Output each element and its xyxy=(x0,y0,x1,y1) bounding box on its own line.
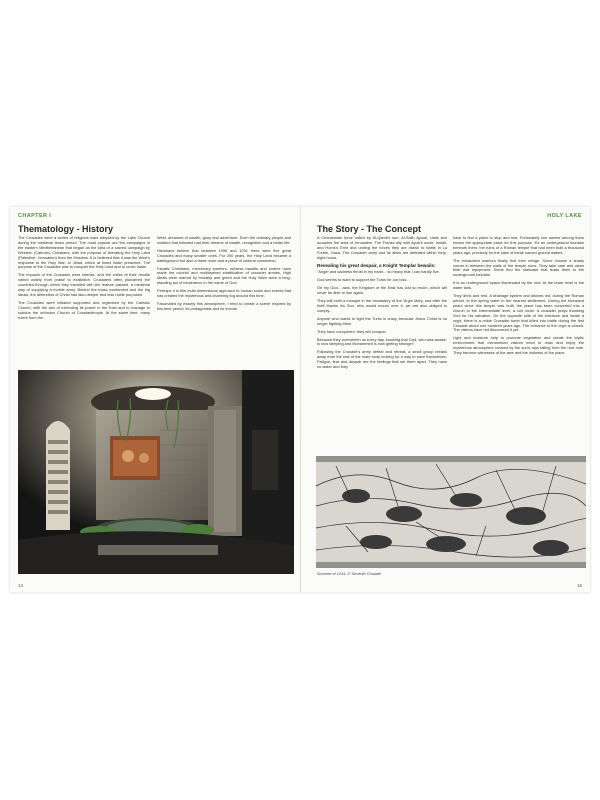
paragraph: Historians believe that between 1096 and 1291 there were five great Crusades and many smaller ones. For 200 years, the Holy Land became a battleground but also a trade route and a place of cultural connection. xyxy=(157,247,291,263)
paragraph: God seems to want to support the Turks for our loss... xyxy=(317,277,410,283)
book-spread xyxy=(10,207,590,592)
battle-engraving xyxy=(316,456,586,568)
paragraph: They have conquered, they will conquer. xyxy=(317,328,387,334)
page-title: The Story - The Concept xyxy=(317,224,422,234)
text-column-left-1 xyxy=(18,236,150,324)
page-number: 15 xyxy=(576,583,582,588)
text-column-right-2 xyxy=(453,236,584,359)
paragraph: Anyone who wants to fight the Turks is crazy, because Jesus Christ is no longer fighting them. xyxy=(317,315,447,326)
paragraph: Because they overwhelm us every day, knowing that God, who was awake, is now sleeping and Mohammed is now getting stronger". xyxy=(317,336,447,347)
right-page xyxy=(301,207,590,592)
paragraph: The Crusades were initiated supported and organized by the Catholic Church, with the aim of extending its power in the East and to manage to subdue the orthodox Church of Constantinople. At the same time, many rulers from the xyxy=(18,299,150,320)
paragraph: Oh my God... alas, the Kingdom of the East has lost so much, which will never be able to rise again. xyxy=(317,285,447,296)
diorama-photo xyxy=(18,370,294,574)
paragraph: The Crusades were a series of religious wars adopted by the Latin Church during the medieval times period. The most popular are the campaigns in the eastern Mediterranean that began as the idea of a sacred campaign by Western (Catholic) Christians, with the purpose of liberating the Holy Land (Palestine, Jerusalem) from the Muslims. It is believed that it was the West's response to the Holy War, or Jihad, which at times Islam preached. The purpose of the Crusades was to conquer the Holy Land and to crush Islam. xyxy=(18,235,150,270)
paragraph: "Anger and sadness thrust in my heart... so heavy that I can hardly live. xyxy=(317,269,440,275)
paragraph: Following the Crusade's army defeat and retreat, a small group breaks away from the rest of the main body looking for a way to save themselves. Fatigue, fear and despair are the feelings that set them apart. They have no water and they xyxy=(317,349,447,370)
paragraph: It is an underground space illuminated by the roof. At the lower level is the water tank. xyxy=(453,280,584,291)
paragraph: Fanatic Christians, mercenary warriors, ruthless bandits and looters have made the colorful and multilayered stratification of crusader armies. High ideals were marred by brutality and greed and the Holy Wars were a long-standing act of intolerance in the name of God. xyxy=(157,265,291,286)
left-page xyxy=(10,207,300,592)
paragraph: West, dreamed of wealth, glory and adventure. Even the ordinary people and soldiers that followed had their dreams of wealth, recognition and a better life. xyxy=(157,235,291,245)
paragraph: have to find a place to stop and rest. Fortunately one warrior among them knows the appropriate place for this purpose. It's an underground fountain beneath them, the ruins of a Roman temple that had been built a thousand years ago, precisely for the sake of these sacred ground waters. xyxy=(453,235,584,255)
paragraph: The impacts of the Crusades were intense, and the critics of their results varied widely from praise to exaltation. Crusaders often plundered the countries through which they travelled with the feature passed, a medieval way of supplying a mobile army. Behind the mass excitement and the big ideals, the defenders of Christ had also deeper and less noble purposes. xyxy=(18,272,150,297)
text-column-left-2 xyxy=(157,236,291,315)
paragraph: Perhaps it is this multi-dimensional approach to human souls and events that has created the mysterious and charming fog around this time. xyxy=(157,288,291,299)
paragraph: Light and moisture help to promote vegetation and create the idyllic environment that overworked visitors need to relax and enjoy the mysterious atmosphere created by the sun's rays falling from the roof hole. They become witnesses of the awe and the holiness of the place. xyxy=(453,335,584,356)
paragraph: The exhausted warriors finally find their refuge. Some choose a shady corner in between the walls of the temple ruins. They take care and clean their war equipment. Some find the staircase that leads them to the underground fountain. xyxy=(453,257,584,278)
page-number: 14 xyxy=(18,583,24,588)
page-title: Thematology - History xyxy=(18,224,114,234)
paragraph: They drink and rest. A drainage system and ditches led, during the Roman period, to the spring water in the nearest settlement. During the thousand years since this temple was built, the place has been converted into a church to the intermediate level, a cult niche. A crusader prays thanking God for his salvation. On the opposite side of the entrance and inside a crypt, there is a noble Crusader tomb that killed into battle during the first Crusade about one hundred years ago. The entrance to the crypt is closed. The visitors have not discovered it yet. xyxy=(453,293,584,333)
chapter-running-head: CHAPTER I xyxy=(18,213,52,219)
paragraph: Fascinated by exactly this atmosphere, I tried to create a scene inspired by this time period, its protagonists and its events. xyxy=(157,300,291,311)
book-running-head: HOLY LAKE xyxy=(547,213,582,219)
paragraph: A Chorasmian force called by Al-Qamil's son, Al-Salih Ayoub, raids and occupies the area of Jerusalem. The Franks ally with Ayub's uncle, Ismail, and Homs's Emir and uniting the forces they are drawn to battle in La Forbie, Gaza. The Crusader army and its allies are defeated within forty-eight hours. xyxy=(317,235,447,260)
text-column-right-1 xyxy=(317,236,447,373)
engraving-caption: Summer of 1244, 2ⁿ Seventh Crusade xyxy=(317,572,382,576)
subheading: Revealing his great despair, a Knight Templar bewails: xyxy=(317,262,436,268)
paragraph: They will build a mosque in the monastery of the Virgin Mary, and after the theft thanks his Son, who would mourn over it, we are also obliged to comply... xyxy=(317,298,447,313)
